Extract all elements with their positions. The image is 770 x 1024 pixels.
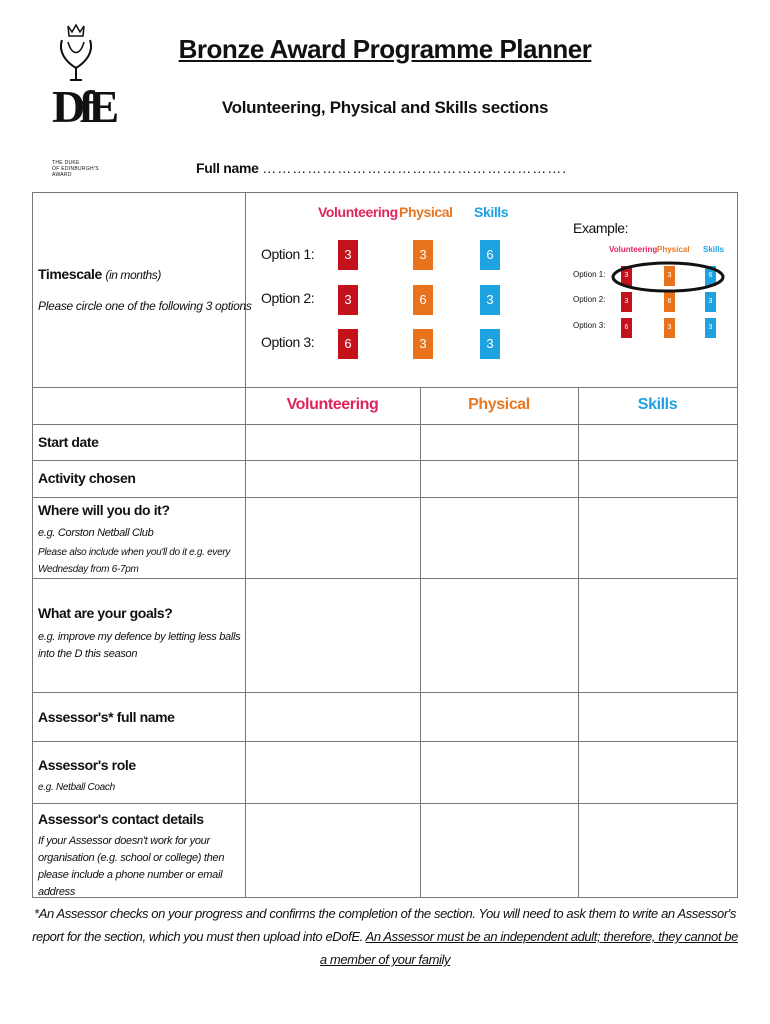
opt1-physical-box[interactable]: 3 [413, 240, 433, 270]
example-circle-icon [610, 260, 726, 294]
page-subtitle: Volunteering, Physical and Skills sections [221, 98, 549, 117]
ex-opt2-v: 3 [621, 292, 632, 312]
option-3-label: Option 3: [261, 334, 315, 350]
footnote: *An Assessor checks on your progress and confirms the completion of the section. You will need to ask them to write an Assessor's report for the section, which you must then upload into eDofE. An Assessor must be an independent adult; therefore, they cannot be a member of your family [32, 906, 738, 967]
cell-start-date-volunteering[interactable] [246, 425, 420, 460]
ex-opt2-p: 6 [664, 292, 675, 312]
ex-option-2-label: Option 2: [573, 295, 606, 304]
row-where-note-2: Please also include when you'll do it e.g. every Wednesday from 6-7pm [38, 547, 231, 575]
col-head-physical: Physical [468, 396, 530, 413]
ex-head-physical: Physical [657, 245, 690, 254]
ex-head-skills: Skills [703, 245, 724, 254]
ts-head-skills: Skills [474, 204, 509, 220]
ex-head-volunteering: Volunteering [609, 245, 658, 254]
cell-start-date-physical[interactable] [421, 425, 578, 460]
opt3-skills-box[interactable]: 3 [480, 329, 500, 359]
ex-opt3-s: 3 [705, 318, 716, 338]
timescale-instruction: Please circle one of the following 3 options [38, 299, 252, 313]
row-goals-note: e.g. improve my defence by letting less balls into the D this season [38, 631, 241, 660]
col-head-skills: Skills [637, 396, 678, 413]
ts-head-volunteering: Volunteering [318, 204, 398, 220]
full-name-dots: ……………………………………………………. [262, 160, 568, 176]
row-assessor-role-note: e.g. Netball Coach [38, 782, 115, 793]
opt1-skills-box[interactable]: 6 [480, 240, 500, 270]
row-assessor-name: Assessor's* full name [38, 709, 175, 725]
opt2-volunteering-box[interactable]: 3 [338, 285, 358, 315]
opt2-physical-box[interactable]: 6 [413, 285, 433, 315]
full-name-field[interactable] [196, 160, 567, 176]
ex-opt3-p: 3 [664, 318, 675, 338]
ex-opt3-v: 6 [621, 318, 632, 338]
row-activity-chosen: Activity chosen [38, 470, 136, 486]
row-assessor-role: Assessor's role [38, 757, 136, 773]
cell-start-date-skills[interactable] [579, 425, 737, 460]
row-assessor-contact-note: If your Assessor doesn't work for your organisation (e.g. school or college) then please include a phone number or email address [38, 835, 225, 898]
option-2-label: Option 2: [261, 290, 315, 306]
logo-small-text: THE DUKE OF EDINBURGH'S AWARD [52, 160, 99, 178]
timescale-label: Timescale (in months) [38, 266, 161, 282]
ex-opt2-s: 3 [705, 292, 716, 312]
full-name-label: Full name [196, 160, 259, 176]
example-label: Example: [573, 220, 629, 236]
opt3-volunteering-box[interactable]: 6 [338, 329, 358, 359]
opt1-volunteering-box[interactable]: 3 [338, 240, 358, 270]
row-assessor-contact: Assessor's contact details [38, 811, 204, 827]
option-1-label: Option 1: [261, 246, 315, 262]
ex-opt1-p: 3 [664, 266, 675, 286]
dofe-monogram: DfE [52, 81, 114, 132]
ts-head-physical: Physical [399, 204, 453, 220]
page-title: Bronze Award Programme Planner [178, 34, 592, 64]
opt3-physical-box[interactable]: 3 [413, 329, 433, 359]
row-where-note-1: e.g. Corston Netball Club [38, 527, 154, 539]
ex-option-1-label: Option 1: [573, 270, 606, 279]
col-head-volunteering: Volunteering [286, 396, 379, 413]
planner-table [32, 192, 738, 898]
ex-opt1-s: 6 [705, 266, 716, 286]
row-start-date: Start date [38, 434, 99, 450]
ex-option-3-label: Option 3: [573, 321, 606, 330]
ex-opt1-v: 3 [621, 266, 632, 286]
opt2-skills-box[interactable]: 3 [480, 285, 500, 315]
row-where: Where will you do it? [38, 502, 170, 518]
row-goals: What are your goals? [38, 605, 173, 621]
